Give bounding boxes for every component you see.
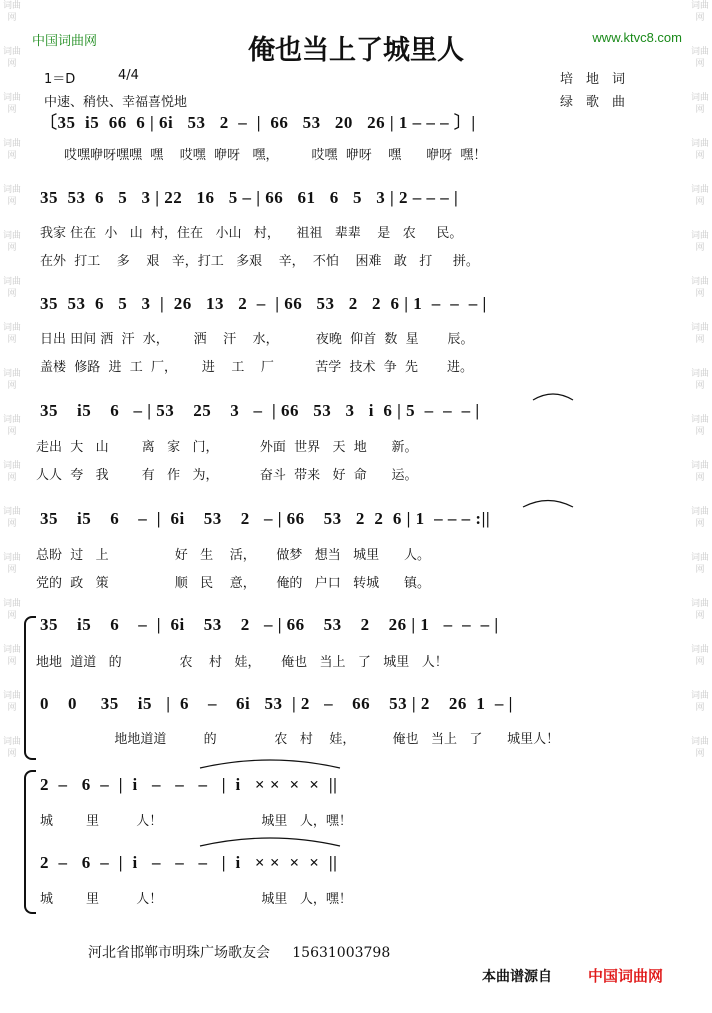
watermark-text: 词曲网 (2, 461, 21, 483)
watermark-text: 词曲网 (2, 415, 21, 437)
watermark-text: 词曲网 (2, 599, 21, 621)
watermark-text: 词曲网 (690, 323, 709, 345)
lyricist-credit: 培 地 词 (560, 72, 626, 87)
watermark-text: 词曲网 (2, 323, 21, 345)
key-signature: 1＝D (44, 72, 76, 87)
notation-line: 35 i5 6 – | 53 25 3 – | 66 53 3 i 6 | 5 – – – | (40, 401, 480, 420)
site-name-left[interactable]: 中国词曲网 (32, 34, 98, 49)
watermark-text: 词曲网 (2, 185, 21, 207)
watermark-text: 词曲网 (2, 369, 21, 391)
slur-arc (533, 394, 573, 400)
lyric-line: 党的 政 策 顺 民 意， 俺的 户口 转城 镇。 (36, 576, 430, 591)
watermark-text: 词曲网 (690, 461, 709, 483)
watermark-text: 词曲网 (690, 737, 709, 759)
notation-line: 35 i5 6 – | 6i 53 2 – | 66 53 2 2 6 | 1 – – – :|| (40, 509, 491, 528)
lyric-line: 城 里 人！ 城里 人，嘿！ (40, 814, 352, 829)
lyric-line: 城 里 人！ 城里 人，嘿！ (40, 892, 352, 907)
source-label: 本曲谱源自 (482, 969, 552, 985)
lyric-line: 哎嘿咿呀嘿嘿 嘿 哎嘿 咿呀 嘿， 哎嘿 咿呀 嘿 咿呀 嘿！ (64, 148, 487, 163)
notation-line: 0 0 35 i5 | 6 – 6i 53 | 2 – 66 53 | 2 26 1 – | (40, 694, 513, 713)
notation-line: 〔35 i5 66 6 | 6i 53 2 – | 66 53 20 26 | 1 – – – 〕| (40, 113, 476, 132)
watermark-text: 词曲网 (2, 93, 21, 115)
notation-line: 35 53 6 5 3 | 22 16 5 – | 66 61 6 5 3 | 2 – – – | (40, 188, 459, 207)
watermark-text: 词曲网 (2, 553, 21, 575)
watermark-text: 词曲网 (690, 645, 709, 667)
composer-credit: 绿 歌 曲 (560, 95, 626, 110)
lyric-line: 总盼 过 上 好 生 活， 做梦 想当 城里 人。 (36, 548, 430, 563)
lyric-line: 盖楼 修路 进 工 厂， 进 工 厂 苦学 技术 争 先 进。 (40, 360, 473, 375)
watermark-text: 词曲网 (690, 553, 709, 575)
watermark-text: 词曲网 (690, 691, 709, 713)
watermark-text: 词曲网 (2, 47, 21, 69)
song-title: 俺也当上了城里人 (248, 35, 464, 66)
lyric-line: 走出 大 山 离 家 门， 外面 世界 天 地 新。 (36, 440, 418, 455)
watermark-text: 词曲网 (690, 47, 709, 69)
tie-arc (200, 838, 340, 846)
site-url-right[interactable]: www.ktvc8.com (592, 30, 682, 45)
watermark-text: 词曲网 (690, 277, 709, 299)
watermark-text: 词曲网 (690, 231, 709, 253)
tie-arc (200, 760, 340, 768)
watermark-text: 词曲网 (2, 507, 21, 529)
watermark-text: 词曲网 (690, 93, 709, 115)
watermark-text: 词曲网 (2, 645, 21, 667)
notation-line: 35 i5 6 – | 6i 53 2 – | 66 53 2 26 | 1 – – – | (40, 615, 499, 634)
tempo-marking: 中速、稍快、幸福喜悦地 (44, 95, 188, 110)
watermark-text: 词曲网 (690, 1, 709, 23)
lyric-line: 地地 道道 的 农 村 娃， 俺也 当上 了 城里 人！ (36, 655, 448, 670)
source-site-link[interactable]: 中国词曲网 (588, 967, 664, 985)
lyric-line: 地地道道 的 农 村 娃， 俺也 当上 了 城里人！ (40, 732, 560, 747)
watermark-text: 词曲网 (2, 1, 21, 23)
watermark-text: 词曲网 (2, 277, 21, 299)
watermark-text: 词曲网 (690, 415, 709, 437)
watermark-text: 词曲网 (690, 139, 709, 161)
watermark-text: 词曲网 (690, 507, 709, 529)
notation-line: 2 – 6 – | i – – – | i × × × × || (40, 775, 338, 794)
notation-line: 2 – 6 – | i – – – | i × × × × || (40, 853, 338, 872)
lyric-line: 日出 田间 洒 汗 水， 洒 汗 水， 夜晚 仰首 数 星 辰。 (40, 332, 474, 347)
notation-line: 35 53 6 5 3 | 26 13 2 – | 66 53 2 2 6 | 1 – – – | (40, 294, 487, 313)
contact-line: 河北省邯郸市明珠广场歌友会 15631003798 (88, 945, 391, 961)
watermark-text: 词曲网 (2, 139, 21, 161)
watermark-text: 词曲网 (2, 737, 21, 759)
watermark-text: 词曲网 (690, 599, 709, 621)
watermark-text: 词曲网 (2, 691, 21, 713)
watermark-text: 词曲网 (690, 369, 709, 391)
lyric-line: 人人 夸 我 有 作 为， 奋斗 带来 好 命 运。 (36, 468, 418, 483)
watermark-text: 词曲网 (690, 185, 709, 207)
time-signature: 4/4 (118, 68, 139, 83)
lyric-line: 在外 打工 多 艰 辛，打工 多艰 辛， 不怕 困难 敢 打 拼。 (40, 254, 479, 269)
slur-arc (523, 501, 573, 508)
lyric-line: 我家 住在 小 山 村，住在 小山 村， 祖祖 辈辈 是 农 民。 (40, 226, 463, 241)
watermark-text: 词曲网 (2, 231, 21, 253)
